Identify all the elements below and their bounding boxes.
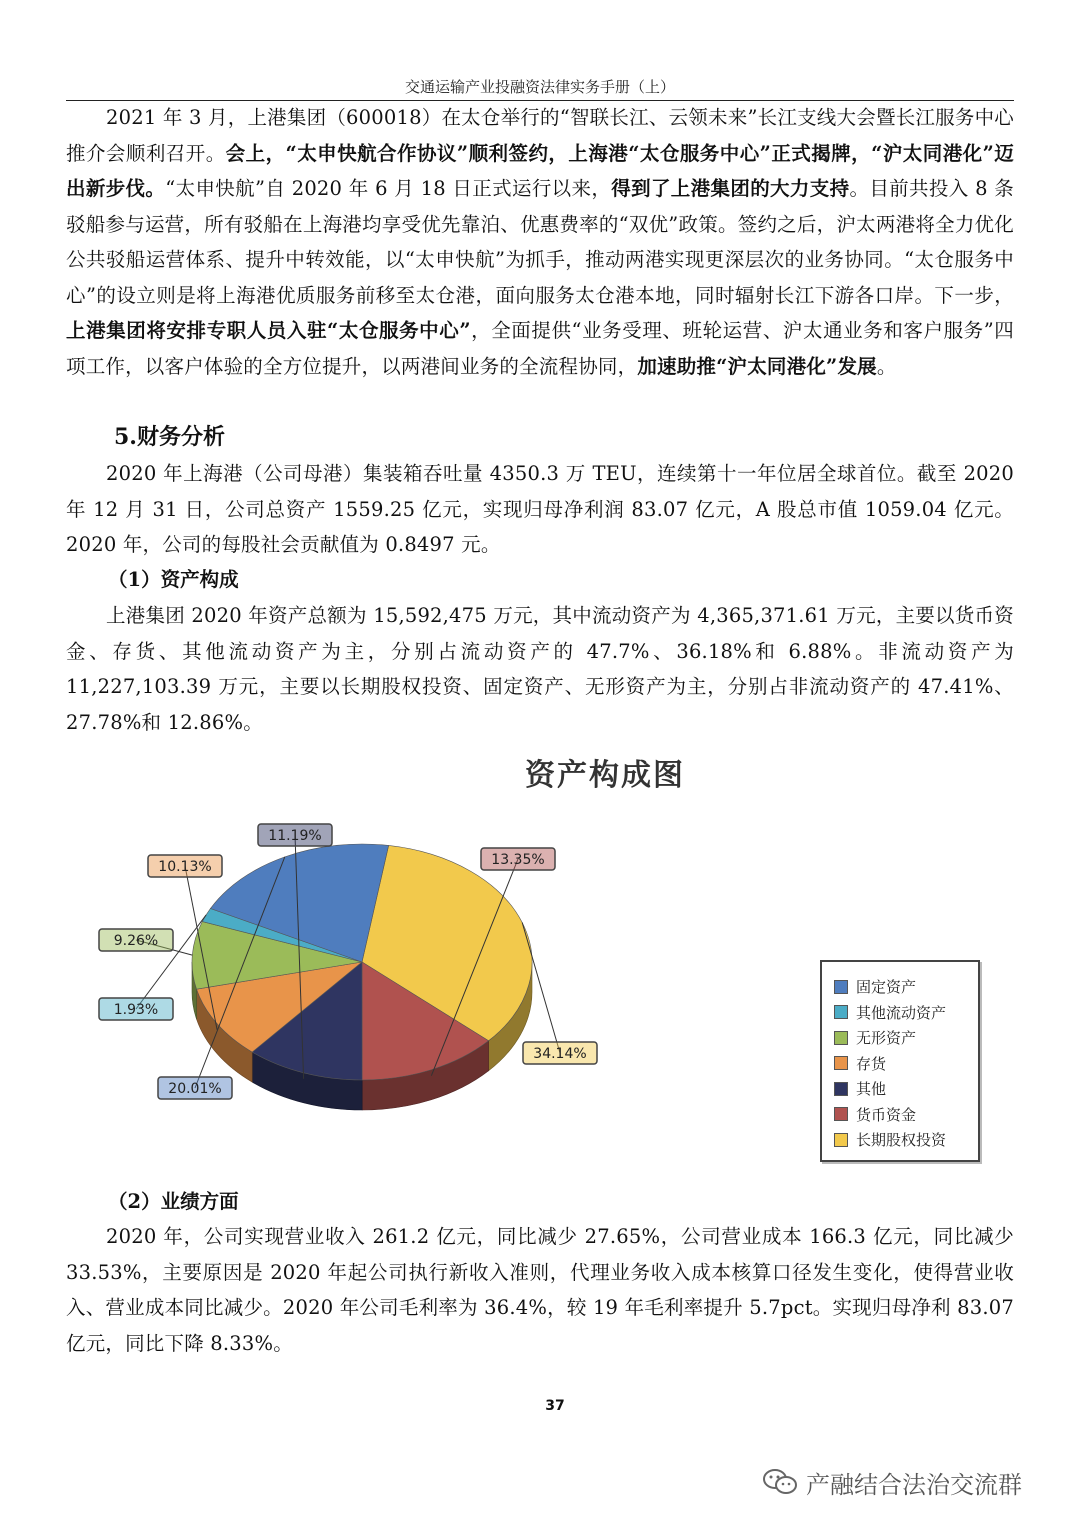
legend-item bbox=[834, 1000, 978, 1026]
legend-label: 固定资产 bbox=[856, 978, 917, 997]
paragraph-financial-summary: 2020 年上海港（公司母港）集装箱吞吐量 4350.3 万 TEU，连续第十一年位居全球首位。截至 2020 年 12 月 31 日，公司总资产 1559.25 亿元，实现归母净利润 83.07 亿元，A 股总市值 1059.04 亿元。2020 年，公司的每股社会贡献值为 0.8497 元。 bbox=[66, 462, 1014, 556]
legend-label: 其他流动资产 bbox=[856, 1003, 947, 1022]
section-title-financial-analysis: 5.财务分析 bbox=[114, 424, 225, 450]
legend-swatch bbox=[834, 1031, 848, 1045]
pie-data-label: 10.13% bbox=[158, 859, 212, 875]
pie-data-label: 20.01% bbox=[168, 1081, 222, 1097]
legend-item bbox=[834, 1025, 978, 1051]
pie-data-label: 34.14% bbox=[533, 1046, 587, 1062]
legend-swatch bbox=[834, 980, 848, 994]
chart-legend bbox=[820, 960, 980, 1162]
para1-text-4: ，全面提供“业务受理、班轮运营、沪太通业务和客户服务”四项工作，以客户体验的全方位提升，以两港间业务的全流程协同， bbox=[66, 319, 1014, 378]
running-header: 交通运输产业投融资法律实务手册（上） bbox=[404, 78, 675, 96]
asset-pie-chart bbox=[90, 810, 610, 1120]
pie-data-label: 11.19% bbox=[268, 828, 322, 844]
legend-label: 其他 bbox=[856, 1080, 887, 1099]
pie-data-label: 13.35% bbox=[491, 852, 545, 868]
legend-label: 存货 bbox=[856, 1054, 887, 1073]
legend-label: 货币资金 bbox=[856, 1105, 917, 1124]
para1-bold-4: 加速助推“沪太同港化”发展 bbox=[637, 354, 877, 378]
legend-swatch bbox=[834, 1133, 848, 1147]
chart-title: 资产构成图 bbox=[525, 758, 685, 793]
paragraph-port-cooperation bbox=[66, 100, 1014, 384]
para1-text-1: 2021 年 3 月，上港集团（600018）在太仓举行的“智联长江、云领未来”长江支线大会暨长江服务中心推介会顺利召开。 bbox=[66, 106, 1014, 165]
paragraph-asset-composition: 上港集团 2020 年资产总额为 15,592,475 万元，其中流动资产为 4,365,371.61 万元，主要以货币资金、存货、其他流动资产为主，分别占流动资产的 47.7%、36.18%和 6.88%。非流动资产为 11,227,103.39 万元，主要以长期股权投资、固定资产、无形资产为主，分别占非流动资产的 47.41%、27.78%和 12.86%。 bbox=[66, 604, 1014, 734]
legend-item bbox=[834, 1127, 978, 1153]
legend-item bbox=[834, 1076, 978, 1102]
legend-swatch bbox=[834, 1082, 848, 1096]
legend-label: 无形资产 bbox=[856, 1029, 917, 1048]
legend-swatch bbox=[834, 1005, 848, 1019]
legend-swatch bbox=[834, 1107, 848, 1121]
para1-bold-1: 会上，“太申快航合作协议”顺利签约，上海港“太仓服务中心”正式揭牌，“沪太同港化”迈出新步伐。 bbox=[66, 141, 1014, 200]
para1-text-5: 。 bbox=[876, 354, 897, 378]
legend-swatch bbox=[834, 1056, 848, 1070]
subsection-title-performance: （2）业绩方面 bbox=[108, 1190, 239, 1213]
legend-label: 长期股权投资 bbox=[856, 1131, 947, 1150]
subsection-title-assets: （1）资产构成 bbox=[108, 568, 239, 591]
watermark bbox=[762, 1464, 1022, 1500]
pie-data-label: 9.26% bbox=[113, 933, 159, 949]
para1-text-2: “太申快航”自 2020 年 6 月 18 日正式运行以来， bbox=[165, 177, 612, 200]
para1-text-3: 。目前共投入 8 条驳船参与运营，所有驳船在上海港均享受优先靠泊、优惠费率的“双优”政策。签约之后，沪太两港将全力优化公共驳船运营体系、提升中转效能，以“太申快航”为抓手，推动两港实现更深层次的业务协同。“太仓服务中心”的设立则是将上海港优质服务前移至太仓港，面向服务太仓港本地，同时辐射长江下游各口岸。下一步， bbox=[66, 177, 1014, 307]
para1-bold-3: 上港集团将安排专职人员入驻“太仓服务中心” bbox=[66, 319, 471, 342]
watermark-text: 产融结合法治交流群 bbox=[806, 1470, 1022, 1499]
paragraph-performance: 2020 年，公司实现营业收入 261.2 亿元，同比减少 27.65%，公司营业成本 166.3 亿元，同比减少 33.53%，主要原因是 2020 年起公司执行新收入准则，代理业务收入成本核算口径发生变化，使得营业收入、营业成本同比减少。2020 年公司毛利率为 36.4%，较 19 年毛利率提升 5.7pct。实现归母净利 83.07 亿元，同比下降 8.33%。 bbox=[66, 1225, 1014, 1355]
pie-data-label: 1.93% bbox=[113, 1002, 159, 1018]
chat-bubbles-icon bbox=[762, 1467, 798, 1497]
para1-bold-2: 得到了上港集团的大力支持 bbox=[611, 177, 850, 200]
legend-item bbox=[834, 1102, 978, 1128]
legend-item bbox=[834, 974, 978, 1000]
page-number: 37 bbox=[545, 1398, 565, 1414]
legend-item bbox=[834, 1051, 978, 1077]
